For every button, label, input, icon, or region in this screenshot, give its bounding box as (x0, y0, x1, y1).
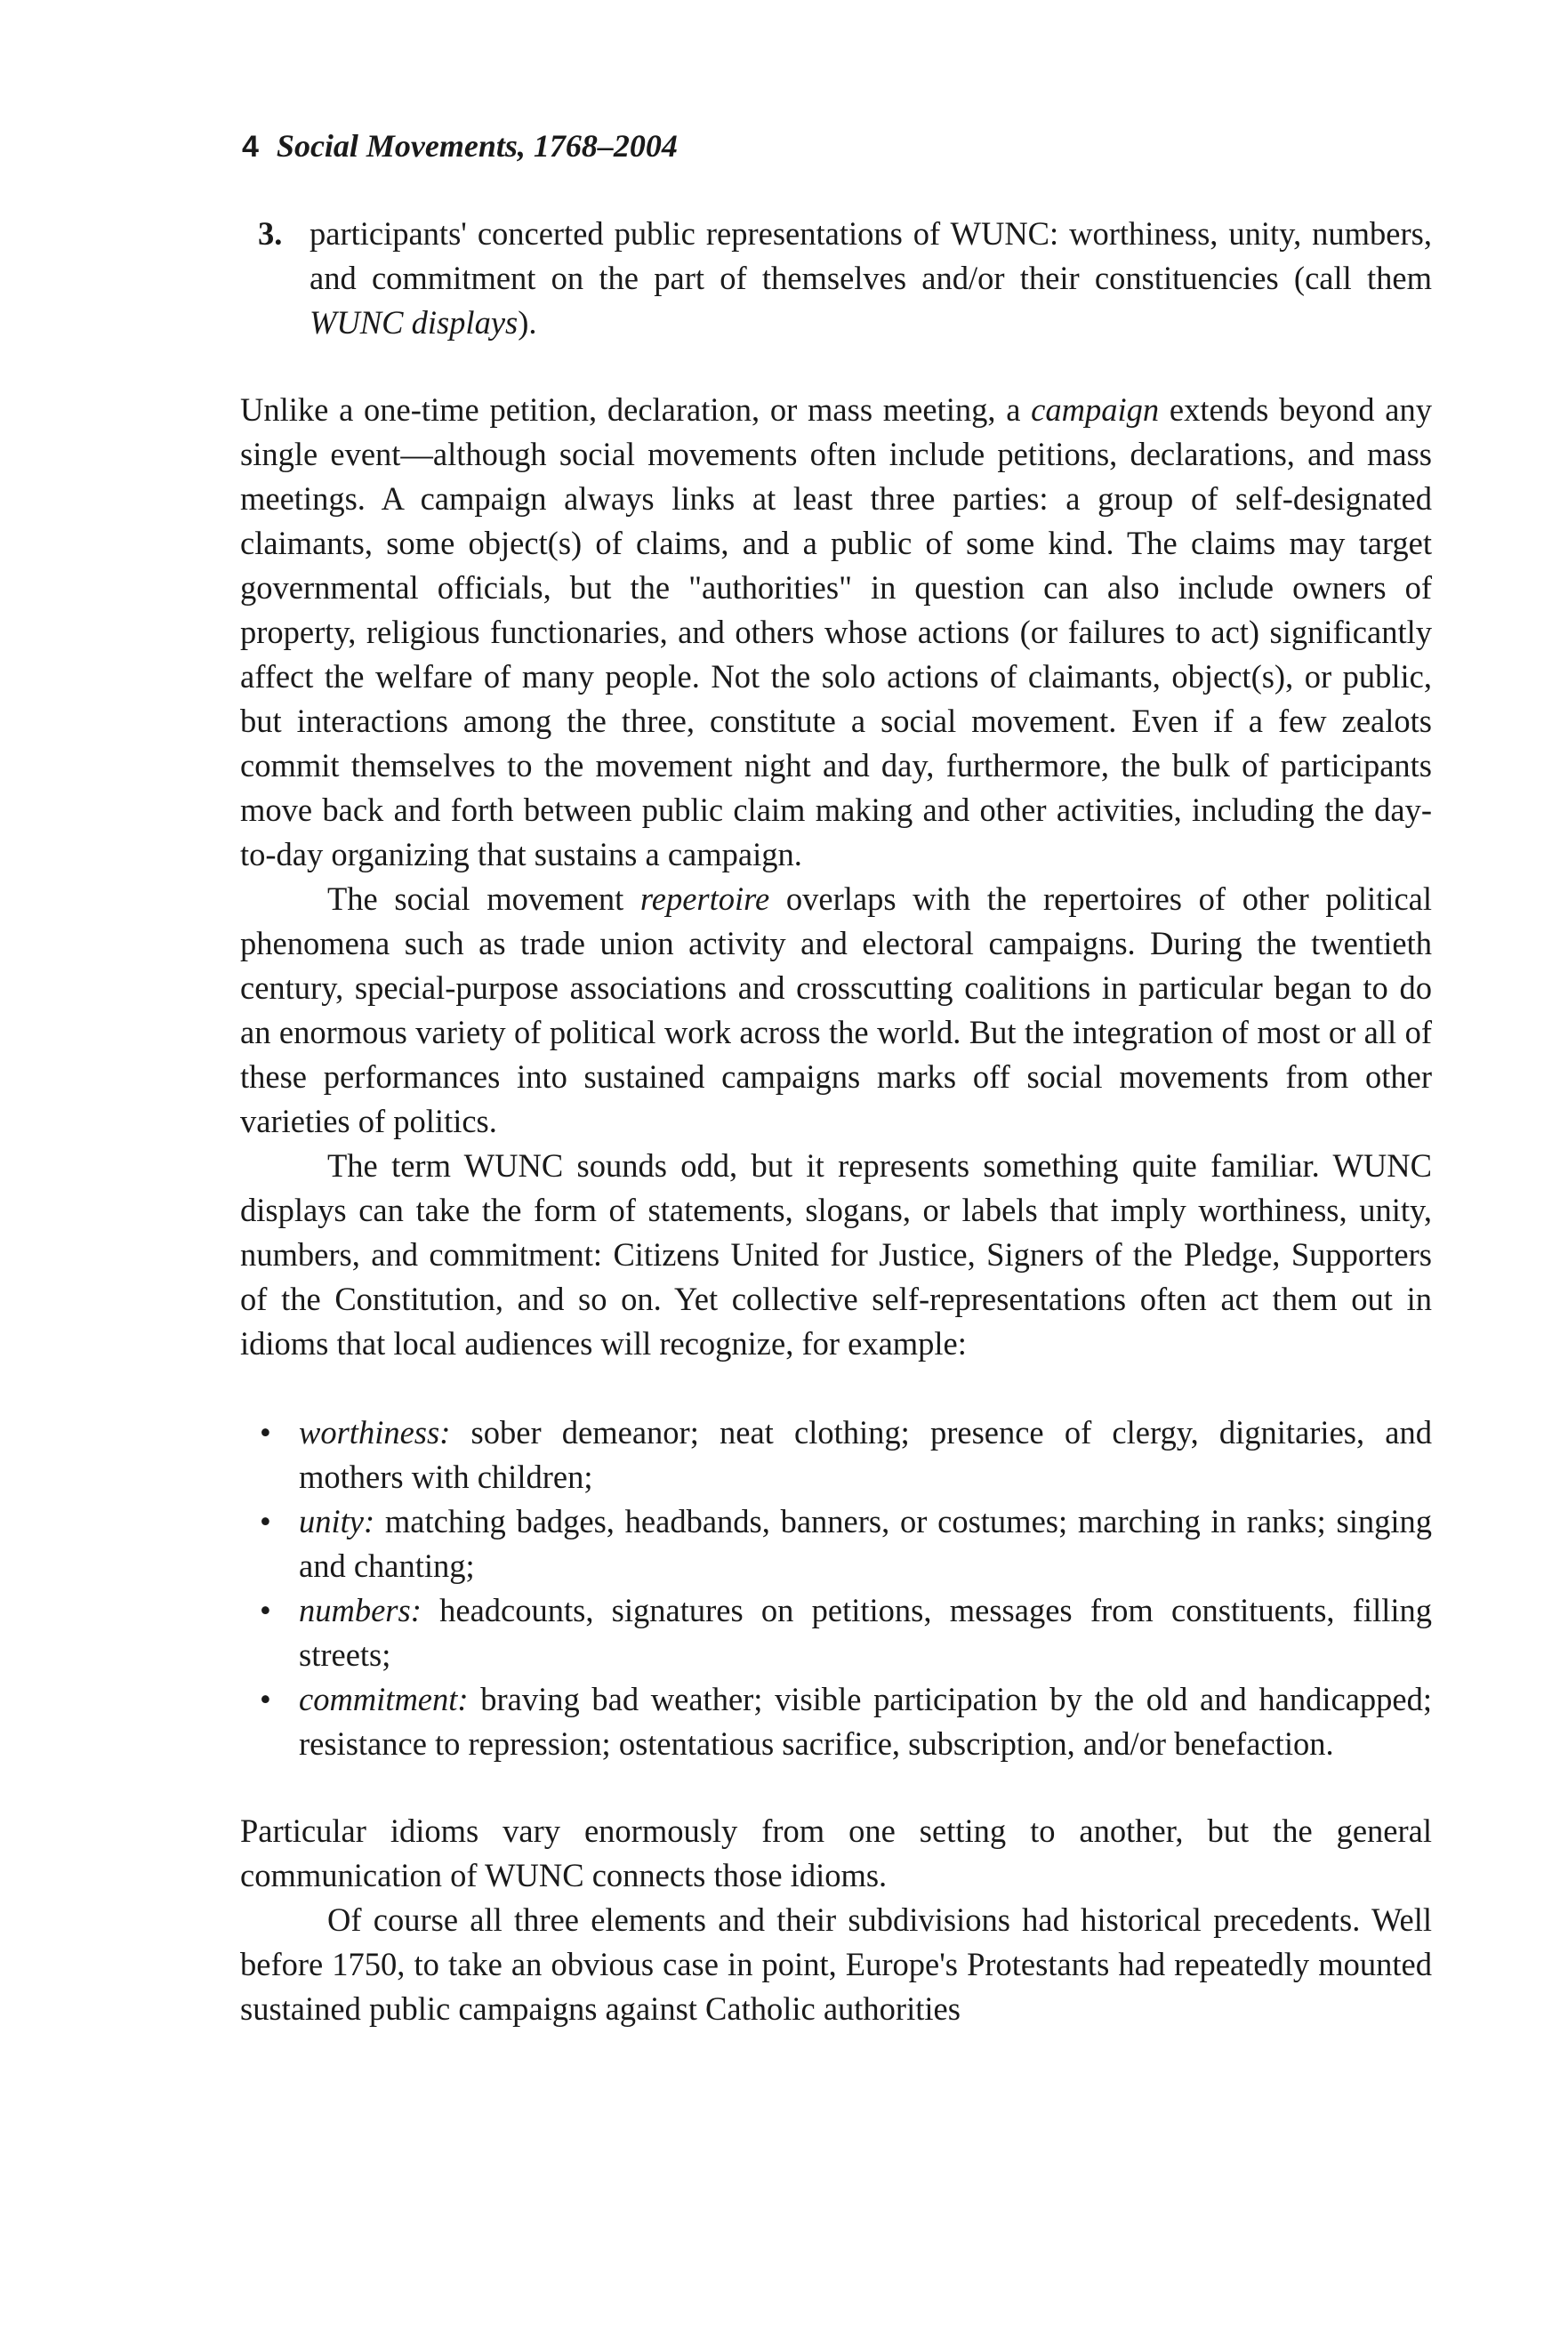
paragraph-repertoire-start: The social movement (327, 880, 640, 917)
bullet-term: commitment: (299, 1681, 469, 1717)
wunc-displays-term: WUNC displays (310, 304, 519, 341)
paragraph-campaign-rest: extends beyond any single event—although social movements often include petitions, declarations, and mass meetings. A campaign always links at least three parties: a group of self-designated claimants, some object(s) of claims, and a public of some kind. The claims may target governmental officials, but the "authorities" in question can also include owners of property, religious functionaries, and others whose actions (or failures to act) significantly affect the welfare of many people. Not the solo actions of claimants, object(s), or public, but interactions among the three, constitute a social movement. Even if a few zealots commit themselves to the movement night and day, furthermore, the bulk of participants move back and forth between public claim making and other activities, including the day-to-day organizing that sustains a campaign. (240, 391, 1433, 872)
bullet-term: numbers: (299, 1592, 422, 1628)
paragraph-wunc: The term WUNC sounds odd, but it represents something quite familiar. WUNC displays can take the form of statements, slogans, or labels that imply worthiness, unity, numbers, and commitment: Citizens United for Justice, Signers of the Pledge, Supporters of the Constitution, and so on. Yet collective self-representations often act them out in idioms that local audiences will recognize, for example: (240, 1147, 1432, 1362)
page-body (240, 212, 1432, 2031)
paragraph-campaign-start: Unlike a one-time petition, declaration, or mass meeting, a (240, 391, 1032, 428)
bullet-marker: • (260, 1414, 271, 1451)
page-number: 4 (242, 130, 259, 164)
bullet-description: matching badges, headbands, banners, or costumes; marching in ranks; singing and chanting; (299, 1503, 1432, 1584)
list-item-text-start: participants' concerted public representations of WUNC: worthiness, unity, numbers, and commitment on the part of themselves and/or their constituencies (call them (310, 215, 1432, 296)
list-number: 3. (258, 215, 283, 252)
numbered-list-item (258, 212, 1432, 345)
list-item-text (310, 212, 1432, 345)
bullet-marker: • (260, 1592, 271, 1628)
paragraph-repertoire-rest: overlaps with the repertoires of other political phenomena such as trade union activity and electoral campaigns. During the twentieth century, special-purpose associations and crosscutting coalitions in particular began to do an enormous variety of political work across the world. But the integration of most or all of these performances into sustained campaigns marks off social movements from other varieties of politics. (240, 880, 1432, 1139)
bullet-text (299, 1588, 1432, 1677)
running-title: Social Movements, 1768–2004 (276, 128, 678, 164)
paragraph-repertoire (240, 877, 1432, 1144)
bullet-description: sober demeanor; neat clothing; presence of clergy, dignitaries, and mothers with children; (299, 1414, 1432, 1495)
bullet-term: unity: (299, 1503, 375, 1539)
paragraph-idioms: Particular idioms vary enormously from one setting to another, but the general communication of WUNC connects those idioms. (240, 1812, 1432, 1893)
bullet-item-worthiness (240, 1411, 1432, 1499)
bullet-description: braving bad weather; visible participation by the old and handicapped; resistance to repression; ostentatious sacrifice, subscription, and/or benefaction. (299, 1681, 1432, 1762)
bullet-term: worthiness: (299, 1414, 451, 1451)
running-header (242, 126, 678, 166)
bullet-marker: • (260, 1681, 271, 1717)
spacer (240, 1366, 1432, 1411)
bullet-marker: • (260, 1503, 271, 1539)
campaign-term: campaign (1031, 391, 1160, 428)
list-item-text-end: ). (518, 304, 537, 341)
bullet-text (299, 1677, 1432, 1766)
bullet-item-commitment (240, 1677, 1432, 1766)
bullet-text (299, 1411, 1432, 1499)
bullet-item-unity (240, 1499, 1432, 1588)
wunc-bullet-list (240, 1411, 1432, 1766)
bullet-item-numbers (240, 1588, 1432, 1677)
paragraph-campaign (240, 388, 1432, 877)
bullet-text (299, 1499, 1432, 1588)
paragraph-precedents: Of course all three elements and their subdivisions had historical precedents. Well before 1750, to take an obvious case in point, Europe's Protestants had repeatedly mounted sustained public campaigns against Catholic authorities (240, 1901, 1432, 2027)
repertoire-term: repertoire (639, 880, 770, 917)
bullet-description: headcounts, signatures on petitions, messages from constituents, filling streets; (299, 1592, 1432, 1673)
